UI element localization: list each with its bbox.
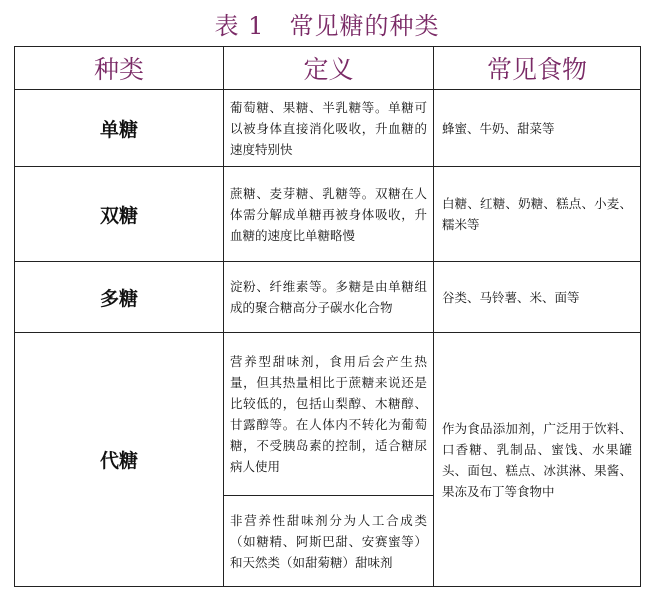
header-type: 种类 xyxy=(15,47,224,90)
header-row xyxy=(15,47,641,90)
row-foods: 作为食品添加剂，广泛用于饮料、口香糖、乳制品、蜜饯、水果罐头、面包、糕点、冰淇淋、果酱、果冻及布丁等食物中 xyxy=(434,333,641,587)
table-row xyxy=(15,90,641,167)
row-definition-2: 非营养性甜味剂分为人工合成类（如糖精、阿斯巴甜、安赛蜜等）和天然类（如甜菊糖）甜味剂 xyxy=(224,496,434,587)
row-name: 单糖 xyxy=(15,90,224,167)
header-definition: 定义 xyxy=(224,47,434,90)
row-name: 多糖 xyxy=(15,262,224,333)
table-row xyxy=(15,333,641,496)
row-name: 双糖 xyxy=(15,167,224,262)
table-row xyxy=(15,262,641,333)
table-row xyxy=(15,167,641,262)
row-definition: 葡萄糖、果糖、半乳糖等。单糖可以被身体直接消化吸收，升血糖的速度特别快 xyxy=(224,90,434,167)
sugar-types-table xyxy=(14,46,641,587)
row-definition: 营养型甜味剂，食用后会产生热量，但其热量相比于蔗糖来说还是比较低的，包括山梨醇、木糖醇、甘露醇等。在人体内不转化为葡萄糖，不受胰岛素的控制，适合糖尿病人使用 xyxy=(224,333,434,496)
row-definition: 淀粉、纤维素等。多糖是由单糖组成的聚合糖高分子碳水化合物 xyxy=(224,262,434,333)
row-foods: 蜂蜜、牛奶、甜菜等 xyxy=(434,90,641,167)
row-name: 代糖 xyxy=(15,333,224,587)
header-foods: 常见食物 xyxy=(434,47,641,90)
row-foods: 谷类、马铃薯、米、面等 xyxy=(434,262,641,333)
row-definition: 蔗糖、麦芽糖、乳糖等。双糖在人体需分解成单糖再被身体吸收，升血糖的速度比单糖略慢 xyxy=(224,167,434,262)
row-foods: 白糖、红糖、奶糖、糕点、小麦、糯米等 xyxy=(434,167,641,262)
table-title: 表 1 常见糖的种类 xyxy=(214,12,440,40)
